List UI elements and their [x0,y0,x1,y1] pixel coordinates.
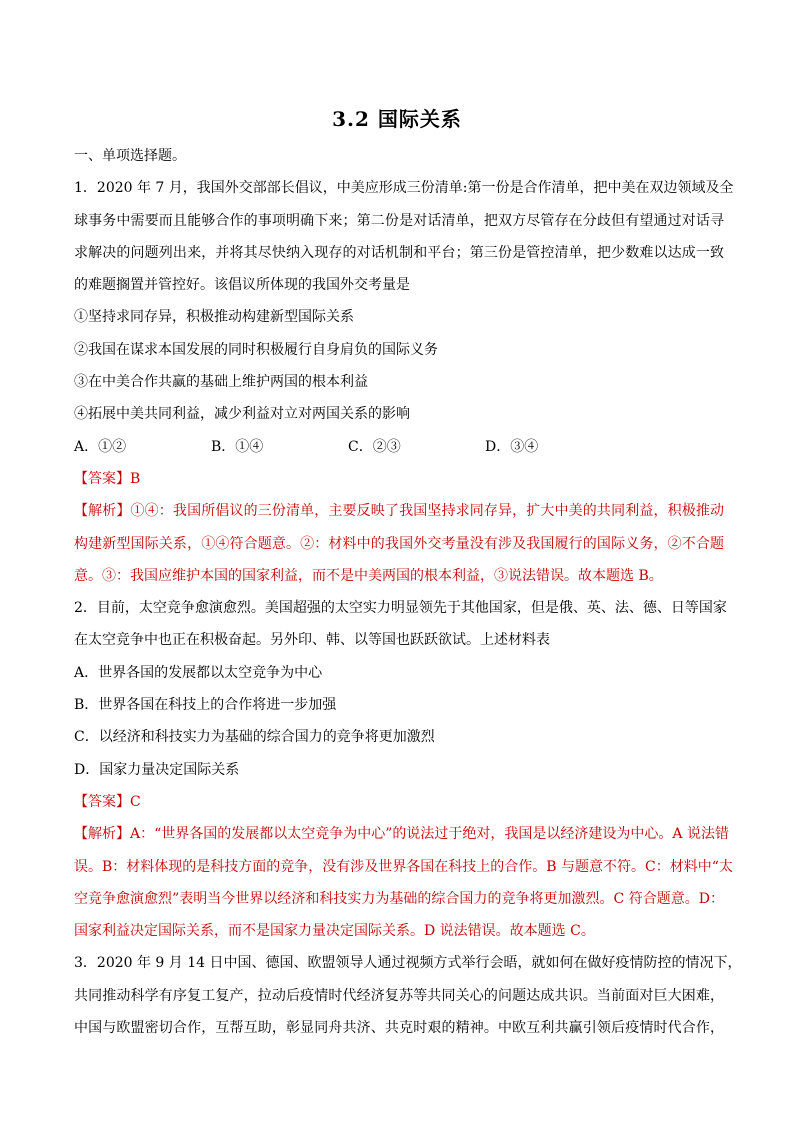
analysis-line: 【解析】①④：我国所倡议的三份清单，主要反映了我国坚持求同存异，扩大中美的共同利益，积极推动 [74,503,724,520]
option-d: D．国家力量决定国际关系 [74,761,240,778]
option-d: D．③④ [485,438,539,455]
option-c: C．以经济和科技实力为基础的综合国力的竞争将更加激烈 [74,729,435,746]
answer-options [74,431,724,463]
question-3 [74,947,742,1044]
analysis-line: 国家利益决定国际关系，而不是国家力量决定国际关系。D 说法错误。故本题选 C。 [74,923,595,940]
statement-item: ①坚持求同存异，积极推动构建新型国际关系 [74,309,354,326]
answer-label: 【答案】C [74,793,141,810]
section-heading: 一、单项选择题。 [74,148,186,164]
page-title: 3.2 国际关系 [332,107,462,131]
statement-item: ③在中美合作共赢的基础上维护两国的根本利益 [74,374,368,391]
question-text-line: 在太空竞争中也正在积极奋起。另外印、韩、以等国也跃跃欲试。上述材料表 [74,632,550,649]
answer-label: 【答案】B [74,470,141,487]
question-text-line: 的难题搁置并管控好。该倡议所体现的我国外交考量是 [74,277,410,294]
statement-item: ②我国在谋求本国发展的同时积极履行自身肩负的国际义务 [74,341,438,358]
option-a: A．①② [74,438,127,455]
question-1 [74,172,734,592]
option-a: A．世界各国的发展都以太空竞争为中心 [74,664,323,681]
question-text-line: 2．目前，太空竞争愈演愈烈。美国超强的太空实力明显领先于其他国家，但是俄、英、法、德、日等国家 [74,600,727,617]
question-text-line: 1．2020 年 7 月，我国外交部部长倡议，中美应形成三份清单:第一份是合作清单，把中美在双边领域及全 [74,180,734,197]
analysis-line: 意。③：我国应维护本国的国家利益，而不是中美两国的根本利益，③说法错误。故本题选 B。 [74,567,663,584]
analysis-line: 误。B：材料体现的是科技方面的竞争，没有涉及世界各国在科技上的合作。B 与题意不符。C：材料中“太 [74,858,733,875]
question-text-line: 共同推动科学有序复工复产，拉动后疫情时代经济复苏等共同关心的问题达成共识。当前面对巨大困难， [74,987,724,1004]
question-text-line: 3．2020 年 9 月 14 日中国、德国、欧盟领导人通过视频方式举行会晤，就如何在做好疫情防控的情况下， [74,955,742,972]
analysis-line: 空竞争愈演愈烈”表明当今世界以经济和科技实力为基础的综合国力的竞争将更加激烈。C 符合题意。D： [74,890,724,907]
document-body [74,140,742,1044]
question-text-line: 求解决的问题列出来，并将其尽快纳入现存的对话机制和平台；第三份是管控清单，把少数难以达成一致 [74,244,724,261]
analysis-line: 构建新型国际关系，①④符合题意。②：材料中的我国外交考量没有涉及我国履行的国际义务，②不合题 [74,535,724,552]
analysis-line: 【解析】A：“世界各国的发展都以太空竞争为中心”的说法过于绝对，我国是以经济建设为中心。A 说法错 [74,826,729,843]
question-text-line: 球事务中需要而且能够合作的事项明确下来；第二份是对话清单，把双方尽管存在分歧但有望通过对话寻 [74,212,724,229]
question-2 [74,592,733,947]
statement-item: ④拓展中美共同利益，减少利益对立对两国关系的影响 [74,406,410,423]
option-b: B．世界各国在科技上的合作将进一步加强 [74,697,337,714]
question-text-line: 中国与欧盟密切合作，互帮互助，彰显同舟共济、共克时艰的精神。中欧互利共赢引领后疫情时代合作， [74,1020,724,1037]
option-b: B．①④ [211,438,264,455]
option-c: C．②③ [348,438,401,455]
